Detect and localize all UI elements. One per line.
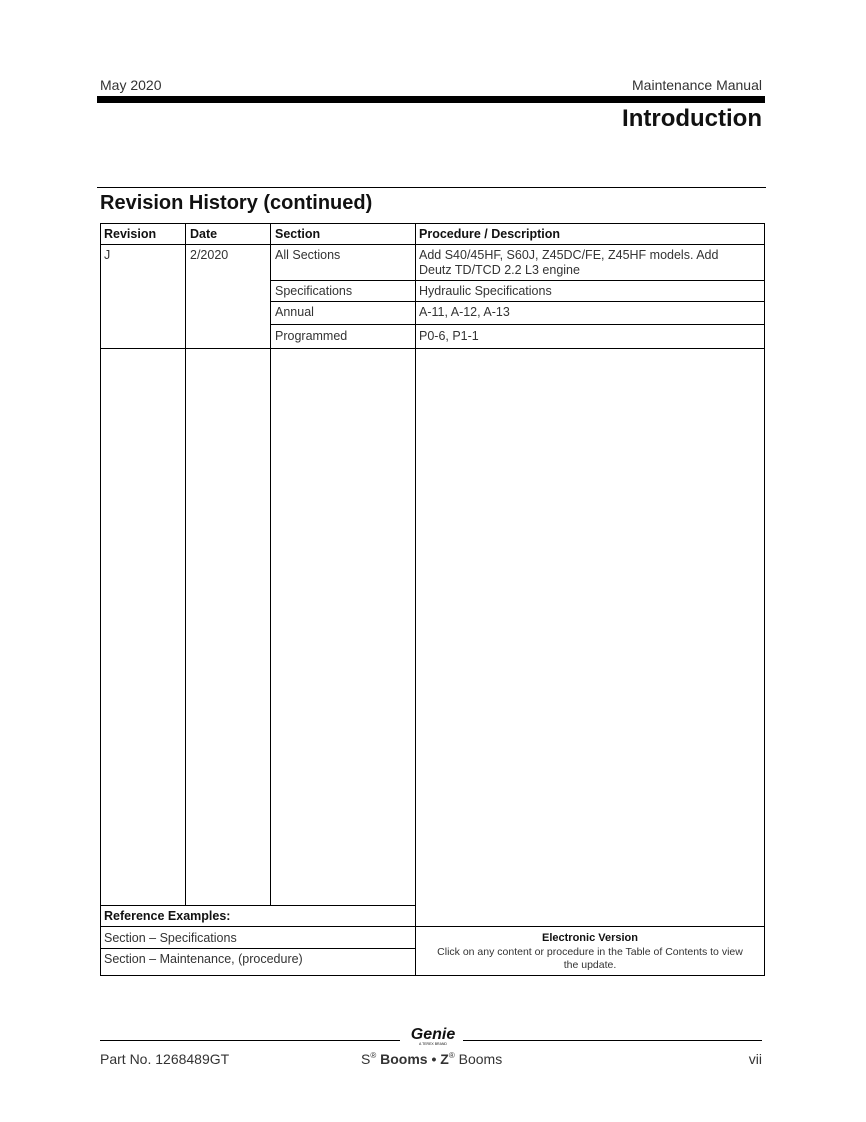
description-cell: Hydraulic Specifications (419, 284, 552, 298)
column-divider (270, 223, 271, 906)
column-divider (185, 223, 186, 906)
footer-rule (463, 1040, 762, 1041)
row-divider (270, 324, 765, 325)
header-date: May 2020 (100, 77, 162, 93)
table-border-right (764, 223, 765, 976)
date-value: 2/2020 (190, 248, 229, 262)
description-cell: Deutz TD/TCD 2.2 L3 engine (419, 263, 580, 277)
row-divider (100, 244, 765, 245)
section-cell: Programmed (275, 329, 348, 343)
electronic-version-text: Click on any content or procedure in the Table of Contents to view (437, 946, 743, 958)
column-divider (415, 223, 416, 976)
table-border-top (100, 223, 765, 224)
electronic-version-text: the update. (563, 959, 617, 971)
footer-rule (100, 1040, 400, 1041)
page-number: vii (748, 1051, 762, 1067)
column-header-section: Section (275, 227, 321, 241)
row-divider (270, 280, 765, 281)
row-divider (100, 948, 416, 949)
section-rule (97, 187, 766, 188)
header-manual-title: Maintenance Manual (632, 77, 762, 93)
row-divider (100, 348, 765, 349)
row-divider (100, 905, 416, 906)
product-line: S® Booms • Z® Booms (361, 1051, 503, 1067)
section-cell: Specifications (275, 284, 353, 298)
table-border-left (100, 223, 101, 976)
svg-text:A TEREX BRAND: A TEREX BRAND (419, 1042, 447, 1046)
page-title: Introduction (622, 105, 762, 132)
table-border-bottom (100, 975, 765, 976)
column-header-procedure: Procedure / Description (419, 227, 561, 241)
reference-example: Section – Specifications (104, 931, 237, 945)
svg-text:Genie: Genie (410, 1026, 456, 1043)
section-cell: Annual (275, 305, 314, 319)
header-rule (97, 96, 765, 103)
electronic-version-title: Electronic Version (542, 932, 638, 944)
description-cell: Add S40/45HF, S60J, Z45DC/FE, Z45HF models. Add (419, 248, 719, 262)
reference-example: Section – Maintenance, (procedure) (104, 952, 303, 966)
row-divider (100, 926, 765, 927)
column-header-revision: Revision (104, 227, 157, 241)
genie-logo (405, 1025, 461, 1047)
description-cell: A-11, A-12, A-13 (419, 305, 510, 319)
revision-value: J (104, 248, 111, 262)
reference-examples-title: Reference Examples: (104, 909, 231, 923)
part-number: Part No. 1268489GT (100, 1051, 230, 1067)
section-heading: Revision History (continued) (100, 192, 373, 214)
section-cell: All Sections (275, 248, 341, 262)
row-divider (270, 301, 765, 302)
column-header-date: Date (190, 227, 218, 241)
description-cell: P0-6, P1-1 (419, 329, 479, 343)
